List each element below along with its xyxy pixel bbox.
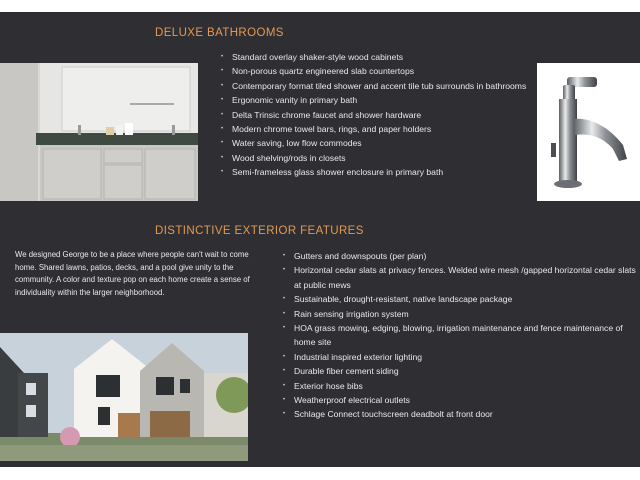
bathrooms-feature-list [221, 50, 533, 180]
exterior-heading: DISTINCTIVE EXTERIOR FEATURES [155, 225, 364, 237]
bathrooms-heading: DELUXE BATHROOMS [155, 27, 284, 39]
list-item: • Weatherproof electrical outlets [283, 393, 640, 407]
exterior-intro-paragraph: We designed George to be a place where people can't wait to come home. Shared lawns, patios, decks, and a pool give unity to the community. A color and texture pop on each home create a sense of individuality within the larger neighborhood. [15, 250, 250, 297]
list-item: • Rain sensing irrigation system [283, 307, 640, 321]
list-item: • Modern chrome towel bars, rings, and paper holders [221, 122, 533, 136]
exterior-feature-list [283, 249, 640, 422]
list-item: • Standard overlay shaker-style wood cabinets [221, 50, 533, 64]
list-item: • Industrial inspired exterior lighting [283, 350, 640, 364]
list-item: • Semi-frameless glass shower enclosure in primary bath [221, 165, 533, 179]
list-item: • Exterior hose bibs [283, 379, 640, 393]
list-item: • Durable fiber cement siding [283, 364, 640, 378]
list-item: • Ergonomic vanity in primary bath [221, 93, 533, 107]
list-item: • Sustainable, drought-resistant, native landscape package [283, 292, 640, 306]
list-item: • Horizontal cedar slats at privacy fences. Welded wire mesh /gapped horizontal cedar slats at public mews [283, 263, 640, 292]
list-item: • Wood shelving/rods in closets [221, 151, 533, 165]
bathroom-vanity-photo [0, 63, 198, 201]
list-item: • HOA grass mowing, edging, blowing, irrigation maintenance and fence maintenance of home site [283, 321, 640, 350]
list-item: • Schlage Connect touchscreen deadbolt at front door [283, 407, 640, 421]
faucet-photo [537, 63, 640, 201]
list-item: • Delta Trinsic chrome faucet and shower hardware [221, 108, 533, 122]
list-item: • Contemporary format tiled shower and accent tile tub surrounds in bathrooms [221, 79, 533, 93]
list-item: • Gutters and downspouts (per plan) [283, 249, 640, 263]
list-item: • Non-porous quartz engineered slab countertops [221, 64, 533, 78]
list-item: • Water saving, low flow commodes [221, 136, 533, 150]
townhomes-exterior-photo [0, 333, 248, 461]
